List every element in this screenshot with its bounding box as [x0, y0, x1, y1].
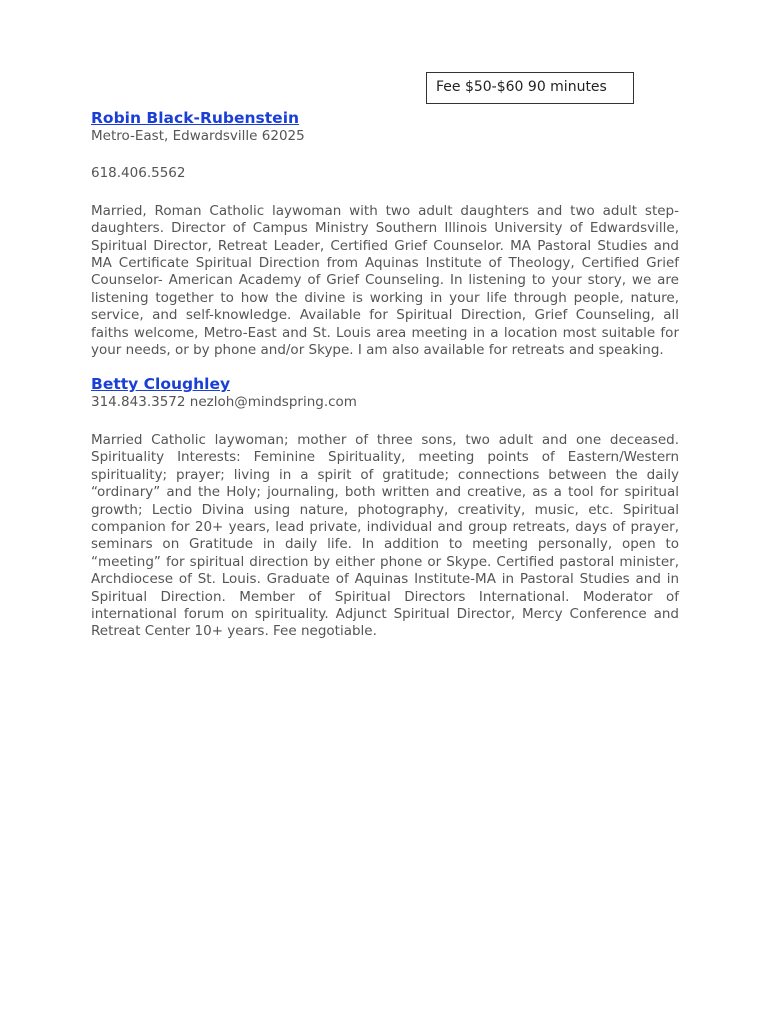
director-name-link[interactable]: Betty Cloughley: [91, 375, 231, 394]
director-contact: 314.843.3572 nezloh@mindspring.com: [91, 394, 357, 411]
director-entry: [91, 108, 679, 359]
director-bio: Married, Roman Catholic laywoman with two adult daughters and two adult step-daughters. Director of Campus Ministry Southern Illinois University of Edwardsville, Spiritual Director, Retreat Leader, Certified Grief Counselor. MA Pastoral Studies and MA Certificate Spiritual Direction from Aquinas Institute of Theology, Certified Grief Counselor- American Academy of Grief Counseling. In listening to your story, we are listening together to how the divine is working in your life through people, nature, service, and self-knowledge. Available for Spiritual Direction, Grief Counseling, all faiths welcome, Metro-East and St. Louis area meeting in a location most suitable for your needs, or by phone and/or Skype. I am also available for retreats and speaking.: [91, 202, 679, 359]
director-name-link[interactable]: Robin Black-Rubenstein: [91, 109, 300, 127]
director-location: Metro-East, Edwardsville 62025: [91, 128, 305, 144]
director-phone: 618.406.5562: [91, 165, 186, 182]
directory-content: [91, 108, 679, 641]
fee-box: [426, 72, 634, 104]
director-bio: Married Catholic laywoman; mother of three sons, two adult and one deceased. Spirituality Interests: Feminine Spirituality, meeting points of Eastern/Western spirituality; prayer; living in a spirit of gratitude; connections between the daily “ordinary” and the Holy; journaling, both written and creative, as a tool for spiritual growth; Lectio Divina using nature, photography, creativity, music, etc. Spiritual companion for 20+ years, lead private, individual and group retreats, days of prayer, seminars on Gratitude in daily life. In addition to meeting personally, open to “meeting” for spiritual direction by either phone or Skype. Certified pastoral minister, Archdiocese of St. Louis. Graduate of Aquinas Institute-MA in Pastoral Studies and in Spiritual Direction. Member of Spiritual Directors International. Moderator of international forum on spirituality. Adjunct Spiritual Director, Mercy Conference and Retreat Center 10+ years. Fee negotiable.: [91, 431, 679, 640]
director-entry: [91, 374, 679, 640]
fee-box-text: Fee $50-$60 90 minutes: [436, 79, 607, 95]
